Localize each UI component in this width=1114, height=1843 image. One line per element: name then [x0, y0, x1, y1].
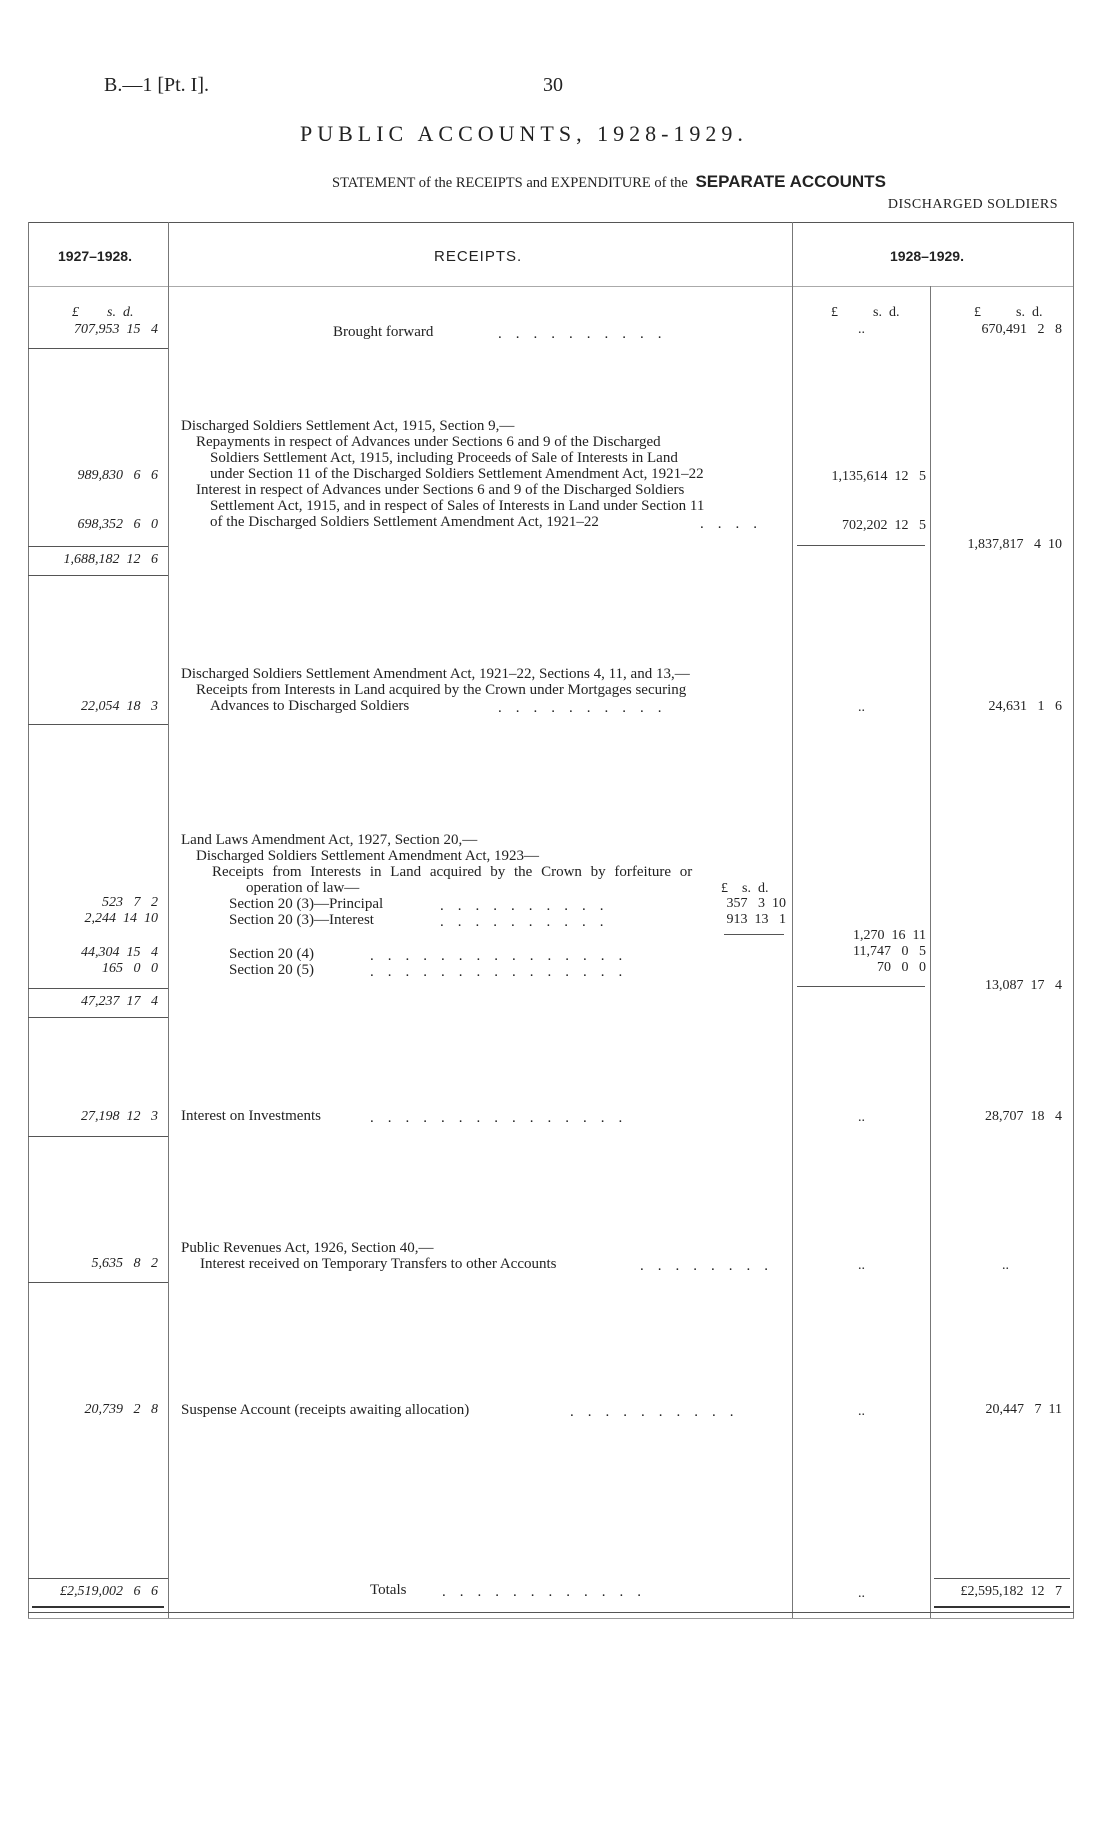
- total-units: £ s. d.: [974, 305, 1043, 320]
- s2-prev: 22,054 18 3: [81, 699, 158, 714]
- table-bottom-rule: [28, 1618, 1074, 1619]
- s3-line1: Receipts from Interests in Land acquired by the Crown by forfeiture or: [212, 864, 693, 880]
- s3-prev1: 523 7 2: [102, 895, 158, 910]
- totals-sub: ..: [858, 1586, 865, 1601]
- s3-line2: operation of law—: [246, 880, 360, 896]
- col-header-receipts: RECEIPTS.: [434, 248, 523, 265]
- s3-prev-total-rule: [28, 1017, 168, 1018]
- s2-prev-rule: [28, 724, 168, 725]
- col-header-curr-year: 1928–1929.: [890, 248, 964, 264]
- s1-prev-b: 698,352 6 0: [77, 517, 158, 532]
- col-divider-1: [28, 222, 29, 1618]
- table-top-rule: [28, 222, 1074, 223]
- s2-line2: Advances to Discharged Soldiers: [210, 698, 410, 714]
- inv-total: 28,707 18 4: [985, 1109, 1062, 1124]
- bf-rule: [28, 348, 168, 349]
- sub-units: £ s. d.: [831, 305, 900, 320]
- pr-prev: 5,635 8 2: [91, 1256, 158, 1271]
- inv-leader: ...............: [370, 1110, 637, 1126]
- inv-prev: 27,198 12 3: [81, 1109, 158, 1124]
- s3-item1-label: Section 20 (3)—Principal: [229, 896, 384, 912]
- col-header-prev-year: 1927–1928.: [58, 248, 132, 264]
- totals-total: £2,595,182 12 7: [960, 1584, 1062, 1599]
- s3-inner-rule: [724, 934, 784, 935]
- s1-sub-a: 1,135,614 12 5: [831, 469, 926, 484]
- s2-heading: Discharged Soldiers Settlement Amendment Act, 1921–22, Sections 4, 11, and 13,—: [181, 666, 690, 682]
- prev-units: £ s. d.: [72, 305, 134, 320]
- s3-item2-leader: ..........: [440, 914, 618, 930]
- pr-prev-rule: [28, 1282, 168, 1283]
- header-rule: [28, 286, 1074, 287]
- bf-label: Brought forward: [333, 324, 434, 340]
- bf-sub: ..: [858, 322, 865, 337]
- s3-item2-label: Section 20 (3)—Interest: [229, 912, 374, 928]
- s2-line1: Receipts from Interests in Land acquired by the Crown under Mortgages securing: [196, 682, 687, 698]
- susp-sub: ..: [858, 1404, 865, 1419]
- s1-prev-total-rule: [28, 575, 168, 576]
- susp-prev: 20,739 2 8: [84, 1402, 158, 1417]
- s1-line5: Settlement Act, 1915, and in respect of Sales of Interests in Land under Section 11: [210, 498, 705, 514]
- col-divider-3: [792, 222, 793, 1618]
- s1-heading: Discharged Soldiers Settlement Act, 1915, Section 9,—: [181, 418, 515, 434]
- s3-item1-amt: 357 3 10: [726, 896, 786, 911]
- s3-sub2: 11,747 0 5: [853, 944, 926, 959]
- col-divider-5: [1073, 222, 1074, 1618]
- s1-line2: Soldiers Settlement Act, 1915, including Proceeds of Sale of Interests in Land: [210, 450, 678, 466]
- s3-heading: Land Laws Amendment Act, 1927, Section 20,—: [181, 832, 478, 848]
- pr-line1: Interest received on Temporary Transfers to other Accounts: [200, 1256, 557, 1272]
- s3-item1-leader: ..........: [440, 898, 618, 914]
- s3-sub-rule: [797, 986, 925, 987]
- s3-subheading: Discharged Soldiers Settlement Amendment Act, 1923—: [196, 848, 540, 864]
- s1-line3: under Section 11 of the Discharged Soldiers Settlement Amendment Act, 1921–22: [210, 466, 704, 482]
- bf-prev: 707,953 15 4: [74, 322, 158, 337]
- s3-prev3: 44,304 15 4: [81, 945, 158, 960]
- totals-top-rule-prev: [28, 1578, 168, 1579]
- pr-sub: ..: [858, 1258, 865, 1273]
- inv-prev-rule: [28, 1136, 168, 1137]
- totals-prev: £2,519,002 6 6: [60, 1584, 158, 1599]
- pr-total: ..: [1002, 1258, 1009, 1273]
- susp-leader: ..........: [570, 1404, 748, 1420]
- susp-label: Suspense Account (receipts awaiting allocation): [181, 1402, 470, 1418]
- susp-total: 20,447 7 11: [985, 1402, 1062, 1417]
- inv-label: Interest on Investments: [181, 1108, 321, 1124]
- statement-heading: [332, 172, 886, 192]
- col-divider-2: [168, 222, 169, 1618]
- pr-leader: ........: [640, 1258, 782, 1274]
- s1-leader: ....: [700, 516, 771, 532]
- s1-prev-total: 1,688,182 12 6: [63, 552, 158, 567]
- totals-bottom-rule: [28, 1612, 1074, 1613]
- totals-leader: ............: [442, 1584, 655, 1600]
- s1-prev-a: 989,830 6 6: [77, 468, 158, 483]
- s3-prev4: 165 0 0: [102, 961, 158, 976]
- page-number: 30: [543, 74, 563, 96]
- s1-line1: Repayments in respect of Advances under Sections 6 and 9 of the Discharged: [196, 434, 661, 450]
- s3-inner-units: £ s. d.: [721, 881, 769, 896]
- inv-sub: ..: [858, 1110, 865, 1125]
- s1-sub-b: 702,202 12 5: [842, 518, 926, 533]
- page-reference: B.—1 [Pt. I].: [104, 74, 209, 96]
- bf-leader: ..........: [498, 326, 676, 342]
- s1-sub-rule: [797, 545, 925, 546]
- s3-prev-rule: [28, 988, 168, 989]
- s3-prev2: 2,244 14 10: [84, 911, 158, 926]
- account-name: DISCHARGED SOLDIERS: [887, 197, 1058, 212]
- pr-heading: Public Revenues Act, 1926, Section 40,—: [181, 1240, 434, 1256]
- totals-label: Totals: [370, 1582, 407, 1598]
- s1-total: 1,837,817 4 10: [967, 537, 1062, 552]
- s2-total: 24,631 1 6: [988, 699, 1062, 714]
- s3-sub3: 70 0 0: [877, 960, 926, 975]
- totals-double-rule-total: [934, 1606, 1070, 1608]
- col-divider-4: [930, 286, 931, 1618]
- totals-top-rule-total: [934, 1578, 1070, 1579]
- s3-sub1: 1,270 16 11: [853, 928, 926, 943]
- statement-bold: SEPARATE ACCOUNTS: [695, 172, 886, 191]
- s1-line6: of the Discharged Soldiers Settlement Amendment Act, 1921–22: [210, 514, 599, 530]
- s3-item4-leader: ...............: [370, 964, 637, 980]
- page-title: PUBLIC ACCOUNTS, 1928-1929.: [300, 121, 748, 146]
- s3-total: 13,087 17 4: [985, 978, 1062, 993]
- s3-item4-label: Section 20 (5): [229, 962, 314, 978]
- s1-line4: Interest in respect of Advances under Sections 6 and 9 of the Discharged Soldiers: [196, 482, 685, 498]
- statement-prefix: STATEMENT of the RECEIPTS and EXPENDITURE of the: [332, 175, 688, 191]
- s2-leader: ..........: [498, 700, 676, 716]
- s1-prev-rule: [28, 546, 168, 547]
- bf-total: 670,491 2 8: [981, 322, 1062, 337]
- s3-item3-label: Section 20 (4): [229, 946, 314, 962]
- s2-sub: ..: [858, 700, 865, 715]
- s3-prev-total: 47,237 17 4: [81, 994, 158, 1009]
- s3-item3-leader: ...............: [370, 948, 637, 964]
- s3-item2-amt: 913 13 1: [726, 912, 786, 927]
- totals-double-rule-prev: [32, 1606, 164, 1608]
